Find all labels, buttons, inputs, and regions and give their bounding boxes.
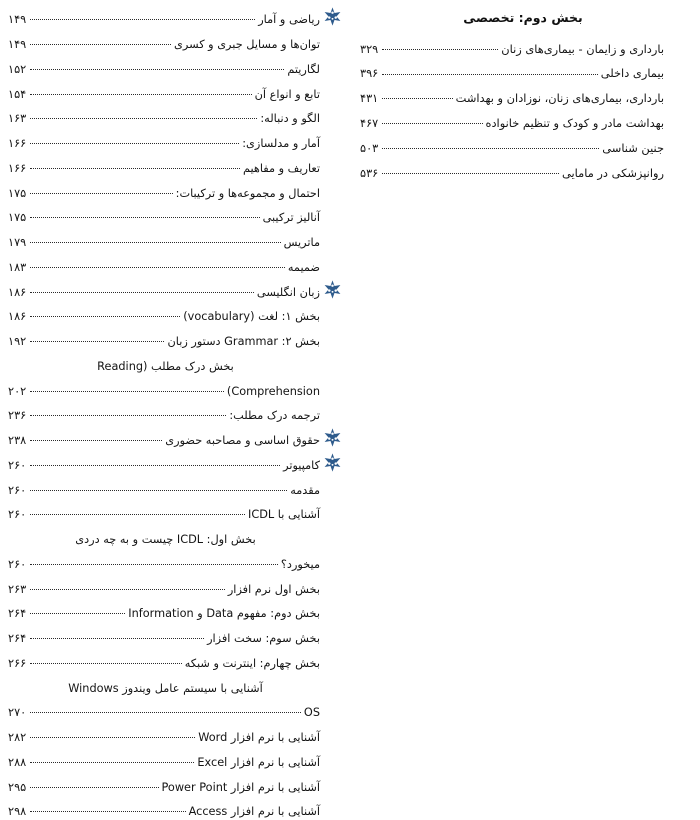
toc-entry[interactable] [8, 28, 342, 53]
toc-entry-page-number: ۱۴۹ [8, 38, 27, 52]
toc-entry-title: حقوق اساسی و مصاحبه حضوری [165, 434, 320, 448]
dot-leader [30, 12, 255, 23]
toc-entry[interactable] [8, 275, 342, 300]
toc-entry-page-number: ۲۸۲ [8, 731, 27, 745]
toc-entry[interactable] [8, 647, 342, 672]
toc-entry-title: بیماری داخلی [600, 66, 664, 81]
toc-entry[interactable] [8, 53, 342, 78]
toc-entry-page-number: ۱۹۲ [8, 335, 27, 349]
toc-entry[interactable] [360, 132, 686, 157]
toc-entry-title: OS [303, 706, 320, 720]
dot-leader [30, 804, 185, 815]
toc-entry[interactable] [360, 57, 686, 82]
dot-leader [30, 779, 158, 790]
star-ornament-icon [323, 453, 342, 472]
toc-entry-page-number: ۳۲۹ [360, 42, 379, 56]
dot-leader [30, 136, 239, 147]
toc-entry-title: احتمال و مجموعه‌ها و ترکیبات: [175, 186, 320, 200]
toc-entry[interactable] [8, 473, 342, 498]
toc-entry-title: آشنایی با نرم افزار Word [198, 731, 320, 745]
toc-entry[interactable] [8, 399, 342, 424]
toc-entry-page-number: ۱۸۶ [8, 285, 27, 299]
toc-entry-list-right [8, 3, 342, 820]
toc-entry-page-number: ۲۳۶ [8, 409, 27, 423]
toc-entry-page-number: ۴۳۱ [360, 92, 379, 106]
toc-entry-page-number: ۱۷۵ [8, 211, 27, 225]
dot-leader [30, 730, 195, 741]
toc-entry-page-number: ۲۰۲ [8, 384, 27, 398]
toc-entry[interactable] [8, 622, 342, 647]
toc-entry-list-left [360, 32, 686, 182]
toc-entry-title: تعاریف و مفاهیم [242, 161, 320, 175]
toc-entry-title: لگاریتم [287, 62, 320, 76]
dot-leader [30, 705, 301, 716]
toc-entry[interactable] [8, 572, 342, 597]
toc-entry[interactable] [8, 201, 342, 226]
toc-entry-page-number: ۲۶۰ [8, 483, 27, 497]
toc-entry[interactable] [8, 449, 342, 474]
dot-leader [30, 557, 278, 568]
toc-entry-page-number: ۱۴۹ [8, 13, 27, 27]
toc-entry[interactable] [8, 795, 342, 820]
toc-entry-title: بخش ۲: Grammar دستور زبان [167, 335, 320, 349]
toc-entry-page-number: ۱۸۶ [8, 310, 27, 324]
toc-entry-page-number: ۲۶۴ [8, 632, 27, 646]
toc-entry-title: ترجمه درک مطلب: [229, 409, 320, 423]
toc-entry[interactable] [8, 350, 342, 375]
toc-entry[interactable] [360, 32, 686, 57]
toc-entry-title: ضمیمه [287, 260, 320, 274]
toc-entry[interactable] [8, 597, 342, 622]
dot-leader [30, 408, 226, 419]
part-heading: بخش دوم: تخصصی [463, 10, 583, 25]
dot-leader [30, 86, 251, 97]
star-ornament-icon [323, 7, 342, 26]
toc-entry-page-number: ۲۶۶ [8, 656, 27, 670]
toc-entry[interactable] [8, 498, 342, 523]
toc-entry-page-number: ۲۳۸ [8, 434, 27, 448]
toc-entry-page-number: ۲۶۳ [8, 582, 27, 596]
toc-entry-title: بخش چهارم: اینترنت و شبکه [184, 656, 320, 670]
toc-column-left [350, 0, 700, 700]
toc-entry-title: توان‌ها و مسایل جبری و کسری [174, 38, 320, 52]
toc-entry[interactable] [8, 300, 342, 325]
toc-entry-title: بخش درک مطلب (Reading [97, 359, 234, 373]
toc-entry-page-number: ۳۹۶ [360, 67, 379, 81]
dot-leader [30, 235, 280, 246]
toc-entry[interactable] [8, 102, 342, 127]
dot-leader [30, 111, 257, 122]
dot-leader [30, 210, 259, 221]
toc-entry-title: آشنایی با سیستم عامل ویندوز Windows [68, 681, 263, 695]
dot-leader [30, 482, 287, 493]
toc-entry[interactable] [8, 152, 342, 177]
toc-entry-page-number: ۱۶۶ [8, 161, 27, 175]
dot-leader [30, 631, 204, 642]
toc-entry-title: میخورد؟ [280, 557, 320, 571]
toc-entry-page-number: ۵۰۳ [360, 142, 379, 156]
toc-entry-page-number: ۱۶۳ [8, 112, 27, 126]
star-ornament-icon [323, 280, 342, 299]
toc-entry-title: آمار و مدلسازی: [242, 137, 320, 151]
toc-entry-title: Comprehension) [226, 384, 320, 398]
toc-entry-title: بخش اول نرم افزار [227, 582, 320, 596]
toc-entry[interactable] [360, 157, 686, 182]
toc-entry-page-number: ۵۳۶ [360, 167, 379, 181]
toc-entry-title: بهداشت مادر و کودک و تنظیم خانواده [485, 116, 664, 131]
toc-column-right [0, 0, 350, 819]
toc-entry-page-number: ۱۸۳ [8, 260, 27, 274]
toc-entry-page-number: ۱۷۵ [8, 186, 27, 200]
dot-leader [382, 66, 598, 77]
toc-entry[interactable] [8, 746, 342, 771]
toc-entry[interactable] [8, 721, 342, 746]
toc-entry-title: ریاضی و آمار [258, 13, 320, 27]
toc-entry[interactable] [8, 325, 342, 350]
toc-entry[interactable] [8, 226, 342, 251]
toc-entry[interactable] [360, 82, 686, 107]
dot-leader [30, 37, 171, 48]
toc-entry-title: بخش ۱: لغت (vocabulary) [183, 310, 320, 324]
dot-leader [30, 581, 225, 592]
toc-entry-title: آشنایی با نرم افزار Power Point [161, 780, 320, 794]
toc-entry-page-number: ۱۵۴ [8, 87, 27, 101]
dot-leader [30, 606, 125, 617]
toc-entry-title: بخش دوم: مفهوم Data و Information [128, 607, 320, 621]
toc-entry[interactable] [8, 424, 342, 449]
dot-leader [382, 116, 482, 127]
dot-leader [382, 141, 599, 152]
dot-leader [30, 62, 284, 73]
dot-leader [30, 309, 180, 320]
toc-entry[interactable] [8, 3, 342, 28]
toc-entry-page-number: ۲۷۰ [8, 706, 27, 720]
toc-entry[interactable] [8, 127, 342, 152]
toc-entry-title: زبان انگلیسی [256, 285, 320, 299]
dot-leader [30, 260, 285, 271]
dot-leader [30, 185, 172, 196]
toc-entry-title: جنین شناسی [602, 141, 664, 156]
toc-entry-page-number: ۲۶۰ [8, 508, 27, 522]
toc-entry-title: بخش اول: ICDL چیست و به چه دردی [75, 533, 256, 547]
toc-entry-page-number: ۲۶۰ [8, 557, 27, 571]
toc-entry[interactable] [8, 77, 342, 102]
toc-entry-title: آنالیز ترکیبی [262, 211, 320, 225]
toc-entry[interactable] [8, 251, 342, 276]
toc-entry[interactable] [8, 374, 342, 399]
dot-leader [30, 656, 182, 667]
toc-entry-title: آشنایی با ICDL [247, 508, 320, 522]
toc-entry-page-number: ۲۹۸ [8, 805, 27, 819]
toc-entry-title: الگو و دنباله: [260, 112, 320, 126]
toc-entry-title: آشنایی با نرم افزار Access [188, 805, 320, 819]
toc-entry-title: ماتریس [283, 236, 320, 250]
toc-entry[interactable] [8, 770, 342, 795]
star-ornament-icon [323, 428, 342, 447]
toc-entry[interactable] [8, 671, 342, 696]
dot-leader [30, 507, 245, 518]
toc-entry-page-number: ۲۶۴ [8, 607, 27, 621]
toc-entry-title: تابع و انواع آن [254, 87, 320, 101]
toc-entry-page-number: ۱۵۲ [8, 62, 27, 76]
dot-leader [382, 91, 452, 102]
toc-entry[interactable] [8, 548, 342, 573]
toc-entry-title: بارداری و زایمان - بیماری‌های زنان [501, 41, 664, 56]
toc-entry-page-number: ۲۶۰ [8, 458, 27, 472]
toc-entry-title: مقدمه [290, 483, 320, 497]
toc-entry-page-number: ۱۷۹ [8, 236, 27, 250]
toc-entry-page-number: ۲۸۸ [8, 755, 27, 769]
dot-leader [30, 755, 194, 766]
dot-leader [30, 334, 164, 345]
toc-entry-title: بارداری، بیماری‌های زنان، نوزادان و بهداشت [455, 91, 664, 106]
toc-entry[interactable] [360, 107, 686, 132]
toc-entry-page-number: ۱۶۶ [8, 137, 27, 151]
dot-leader [30, 383, 224, 394]
dot-leader [30, 284, 254, 295]
dot-leader [30, 458, 280, 469]
toc-entry[interactable] [8, 176, 342, 201]
toc-entry-title: بخش سوم: سخت افزار [207, 632, 320, 646]
toc-entry-title: روانپزشکی در مامایی [561, 166, 664, 181]
dot-leader [30, 161, 240, 172]
toc-entry[interactable] [8, 523, 342, 548]
toc-entry-page-number: ۴۶۷ [360, 117, 379, 131]
dot-leader [382, 41, 498, 52]
toc-entry-title: کامپیوتر [283, 458, 320, 472]
toc-entry-page-number: ۲۹۵ [8, 780, 27, 794]
dot-leader [30, 433, 162, 444]
dot-leader [382, 166, 559, 177]
toc-entry-title: آشنایی با نرم افزار Excel [197, 755, 320, 769]
